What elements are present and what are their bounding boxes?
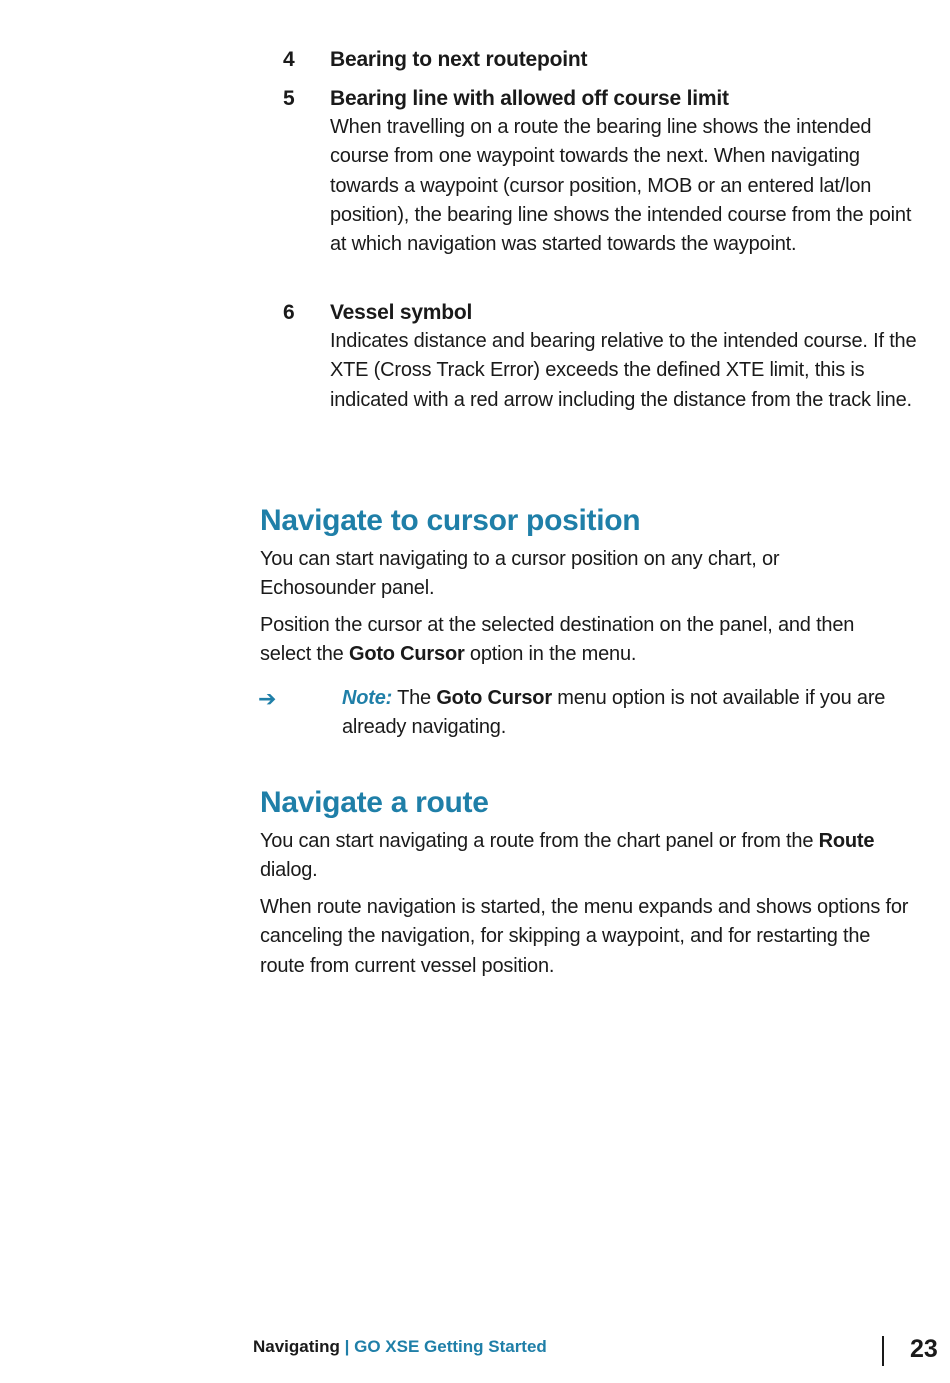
note-text: The	[392, 687, 437, 709]
section-heading-cursor: Navigate to cursor position	[260, 504, 641, 537]
list-item-5	[283, 84, 923, 259]
list-item-description: Indicates distance and bearing relative to the intended course. If the XTE (Cross Track Error) exceeds the defined XTE limit, this is indicated with a red arrow including the distance from the track line.	[330, 330, 917, 411]
cursor-paragraph-2-text: Position the cursor at the selected destination on the panel, and then select the	[260, 614, 855, 666]
cursor-paragraph-2-text-end: option in the menu.	[464, 643, 637, 666]
footer-section: Navigating	[253, 1337, 340, 1356]
cursor-paragraph-1: You can start navigating to a cursor position on any chart, or Echosounder panel.	[260, 548, 780, 600]
section-heading-route: Navigate a route	[260, 786, 489, 819]
list-item-title: Bearing line with allowed off course limit	[330, 87, 729, 110]
page-number-divider	[882, 1336, 884, 1366]
route-paragraph-1	[260, 827, 900, 886]
footer-separator: |	[339, 1337, 355, 1356]
route-paragraph-1-text-end: dialog.	[260, 859, 318, 882]
route-paragraph-2: When route navigation is started, the menu expands and shows options for canceling the navigation, for skipping a waypoint, and for restarting the route from current vessel position.	[260, 896, 909, 977]
footer	[253, 1336, 547, 1358]
route-dialog-term: Route	[818, 830, 875, 852]
note-text-end: menu option is not available if you are already navigating.	[342, 687, 886, 739]
note-arrow-icon: ➔	[258, 686, 277, 711]
list-item-title: Vessel symbol	[330, 301, 473, 324]
list-item-number: 4	[283, 48, 295, 71]
cursor-paragraph-2	[260, 611, 900, 670]
list-item-description: When travelling on a route the bearing line shows the intended course from one waypoint towards the next. When navigating towards a waypoint (cursor position, MOB or an entered lat/lon position), the bearing line shows the intended course from the point at which navigation was started towards the waypoint.	[330, 116, 912, 256]
footer-document-title: GO XSE Getting Started	[354, 1337, 547, 1356]
note-goto-cursor-term: Goto Cursor	[436, 687, 552, 709]
note-label: Note:	[342, 687, 393, 709]
list-item-number: 6	[283, 301, 295, 324]
goto-cursor-term: Goto Cursor	[348, 643, 465, 666]
note-block	[342, 684, 932, 743]
list-item-title: Bearing to next routepoint	[330, 48, 588, 71]
list-item-number: 5	[283, 87, 295, 110]
list-item-6	[283, 298, 923, 415]
route-paragraph-1-text: You can start navigating a route from the chart panel or from the	[260, 830, 819, 852]
page-number: 23	[910, 1335, 938, 1363]
list-item-4	[283, 45, 923, 74]
